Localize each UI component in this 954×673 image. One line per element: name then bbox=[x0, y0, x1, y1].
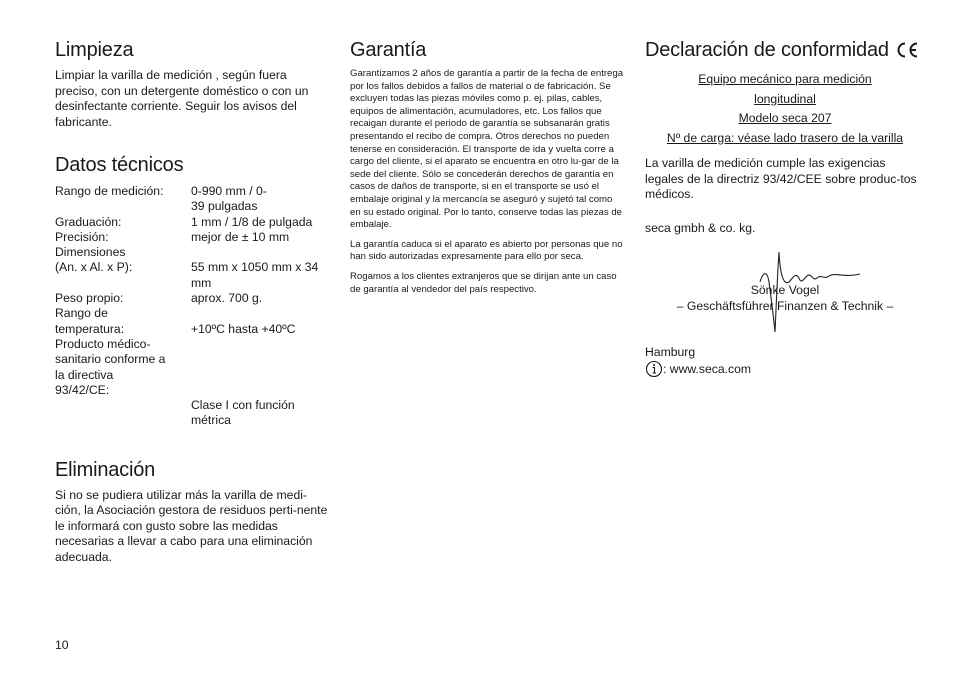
left-column bbox=[55, 36, 330, 565]
spec-label: Graduación: bbox=[55, 214, 122, 229]
limpieza-section bbox=[55, 36, 330, 130]
info-icon bbox=[645, 360, 663, 378]
garantia-paragraph: Garantizamos 2 años de garantía a partir de la fecha de entrega por los fallos debidos a fallos de material o de fabricación. Se excluyen todas las piezas móviles como p. ej. pilas, cables, equipos de alimentación, acumuladores, etc. Los fallos que recaigan durante el periodo de garantía se subsanarán gratis presentando el recibo de compra. Otros derechos no pueden tenerse en consideración. El transporte de ida y vuelta corre a cargo del cliente, si el aparato se encuentra en otro lu-gar de la sede del cliente. Sólo se concederán derechos de garantía en casos de daños de transporte, si en el transporte se usó el embalaje original y la mercancía se aseguró y sujetó tal como en su estado original. Por lo tanto, conserve todas las piezas de embalaje. bbox=[350, 68, 624, 231]
product-line: longitudinal bbox=[754, 91, 816, 106]
product-line: Nº de carga: véase lado trasero de la varilla bbox=[666, 130, 904, 145]
spec-value: Clase I con función métrica bbox=[191, 398, 295, 428]
eliminacion-heading: Eliminación bbox=[55, 458, 156, 481]
spec-label: Precisión: bbox=[55, 229, 109, 244]
page-number: 10 bbox=[55, 638, 69, 652]
spec-value: 1 mm / 1/8 de pulgada bbox=[191, 214, 313, 229]
signer-info bbox=[645, 282, 925, 314]
product-line: Equipo mecánico para medición bbox=[698, 72, 872, 86]
datos-tecnicos-heading: Datos técnicos bbox=[55, 154, 184, 176]
limpieza-heading: Limpieza bbox=[55, 39, 134, 61]
conformidad-heading bbox=[645, 36, 925, 64]
eliminacion-section bbox=[55, 456, 330, 566]
conformidad-heading-text: Declaración de conformidad bbox=[645, 39, 889, 61]
eliminacion-body: Si no se pudiera utilizar más la varilla de medi-ción, la Asociación gestora de residuos perti-nente le informará con gusto sobre las medidas necesarias a llevar a cabo para una eliminación adecuada. bbox=[55, 487, 328, 564]
spec-label: Producto médico-sanitario conforme a la directiva 93/42/CE: bbox=[55, 336, 166, 397]
spec-table bbox=[55, 184, 330, 429]
spec-label: Peso propio: bbox=[55, 291, 124, 306]
website-link[interactable]: : www.seca.com bbox=[663, 362, 752, 376]
signer-name: Sönke Vogel bbox=[750, 283, 820, 297]
garantia-paragraph: La garantía caduca si el aparato es abierto por personas que no han sido autorizadas expresamente para ello por seca. bbox=[350, 238, 623, 263]
conformidad-section bbox=[645, 36, 925, 378]
middle-column bbox=[350, 36, 625, 296]
datos-tecnicos-section bbox=[55, 151, 330, 429]
ce-mark-icon bbox=[895, 41, 919, 59]
company-name: seca gmbh & co. kg. bbox=[645, 220, 756, 235]
product-identification bbox=[645, 70, 925, 148]
website-line bbox=[645, 360, 925, 378]
signer-title: – Geschäftsführer Finanzen & Technik – bbox=[676, 299, 894, 313]
spec-value: aprox. 700 g. bbox=[191, 291, 263, 306]
product-line: Modelo seca 207 bbox=[738, 111, 832, 125]
garantia-paragraph: Rogamos a los clientes extranjeros que se dirijan ante un caso de garantía al vendedor del país respectivo. bbox=[350, 270, 617, 295]
spec-label: Rango de temperatura: bbox=[55, 306, 125, 336]
spec-value: mejor de ± 10 mm bbox=[191, 229, 290, 244]
conformity-statement: La varilla de medición cumple las exigencias legales de la directriz 93/42/CEE sobre produc-tos médicos. bbox=[645, 156, 917, 201]
spec-label: Rango de medición: bbox=[55, 184, 164, 198]
spec-value: +10ºC hasta +40ºC bbox=[191, 321, 296, 336]
garantia-heading: Garantía bbox=[350, 39, 427, 61]
spec-value: 55 mm x 1050 mm x 34 mm bbox=[191, 260, 319, 290]
city: Hamburg bbox=[645, 345, 696, 359]
limpieza-body: Limpiar la varilla de medición , según fuera preciso, con un detergente doméstico o con un desinfectante corriente. Seguir los avisos del fabricante. bbox=[55, 68, 309, 129]
spec-label: Dimensiones (An. x Al. x P): bbox=[55, 245, 133, 275]
right-column bbox=[645, 36, 925, 378]
garantia-section bbox=[350, 36, 625, 296]
signature-block bbox=[645, 236, 925, 346]
spec-value: 0-990 mm / 0-39 pulgadas bbox=[191, 184, 267, 214]
